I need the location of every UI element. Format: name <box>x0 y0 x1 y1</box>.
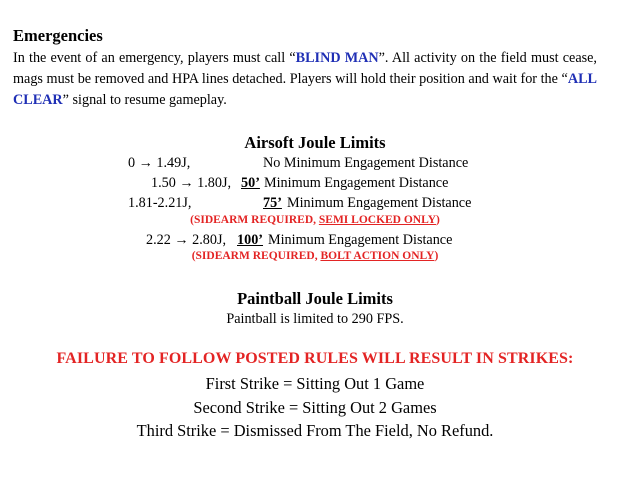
note-semi-suffix: ) <box>436 214 440 226</box>
airsoft-distance-4: 100’ <box>237 232 264 248</box>
note-bolt-main: BOLT ACTION ONLY <box>320 250 435 262</box>
airsoft-note-bolt <box>0 250 630 262</box>
emergencies-text-3: ” signal to resume gameplay. <box>62 92 227 108</box>
airsoft-distance-text-1: No Minimum Engagement Distance <box>263 155 469 171</box>
airsoft-distance-text-2: Minimum Engagement Distance <box>264 175 449 191</box>
airsoft-distance-text-4: Minimum Engagement Distance <box>268 232 453 248</box>
airsoft-range-4: 2.22 → 2.80J, <box>146 232 227 248</box>
airsoft-range-3: 1.81-2.21J, <box>128 195 192 211</box>
third-strike: Third Strike = Dismissed From The Field, No Refund. <box>136 421 494 440</box>
airsoft-distance-3: 75’ <box>263 195 282 211</box>
all-clear-callout: ALL CLEAR <box>13 71 597 108</box>
emergencies-heading: Emergencies <box>13 26 103 45</box>
first-strike: First Strike = Sitting Out 1 Game <box>205 374 425 393</box>
note-semi-main: SEMI LOCKED ONLY <box>318 214 437 226</box>
emergencies-paragraph <box>13 48 597 111</box>
airsoft-distance-2: 50’ <box>241 175 260 191</box>
strikes-warning: FAILURE TO FOLLOW POSTED RULES WILL RESULT IN STRIKES: <box>56 350 574 367</box>
airsoft-range-2: 1.50 → 1.80J, <box>151 175 232 191</box>
second-strike: Second Strike = Sitting Out 2 Games <box>193 398 437 417</box>
paintball-limit-text: Paintball is limited to 290 FPS. <box>226 311 404 327</box>
note-bolt-suffix: ) <box>434 250 439 262</box>
emergencies-text-2: ”. All activity on the field must cease, mags must be removed and HPA lines detached. Players will hold their position and wait for the “ <box>13 50 597 87</box>
note-bolt-prefix: (SIDEARM REQUIRED, <box>191 250 321 262</box>
airsoft-heading: Airsoft Joule Limits <box>244 133 386 152</box>
emergencies-text-1: In the event of an emergency, players must call “ <box>13 50 296 66</box>
blind-man-callout: BLIND MAN <box>295 50 379 66</box>
airsoft-range-1: 0 → 1.49J, <box>128 155 191 171</box>
paintball-heading: Paintball Joule Limits <box>237 289 393 308</box>
note-semi-prefix: (SIDEARM REQUIRED, <box>190 214 319 226</box>
airsoft-note-semi <box>0 214 630 226</box>
airsoft-distance-text-3: Minimum Engagement Distance <box>287 195 472 211</box>
